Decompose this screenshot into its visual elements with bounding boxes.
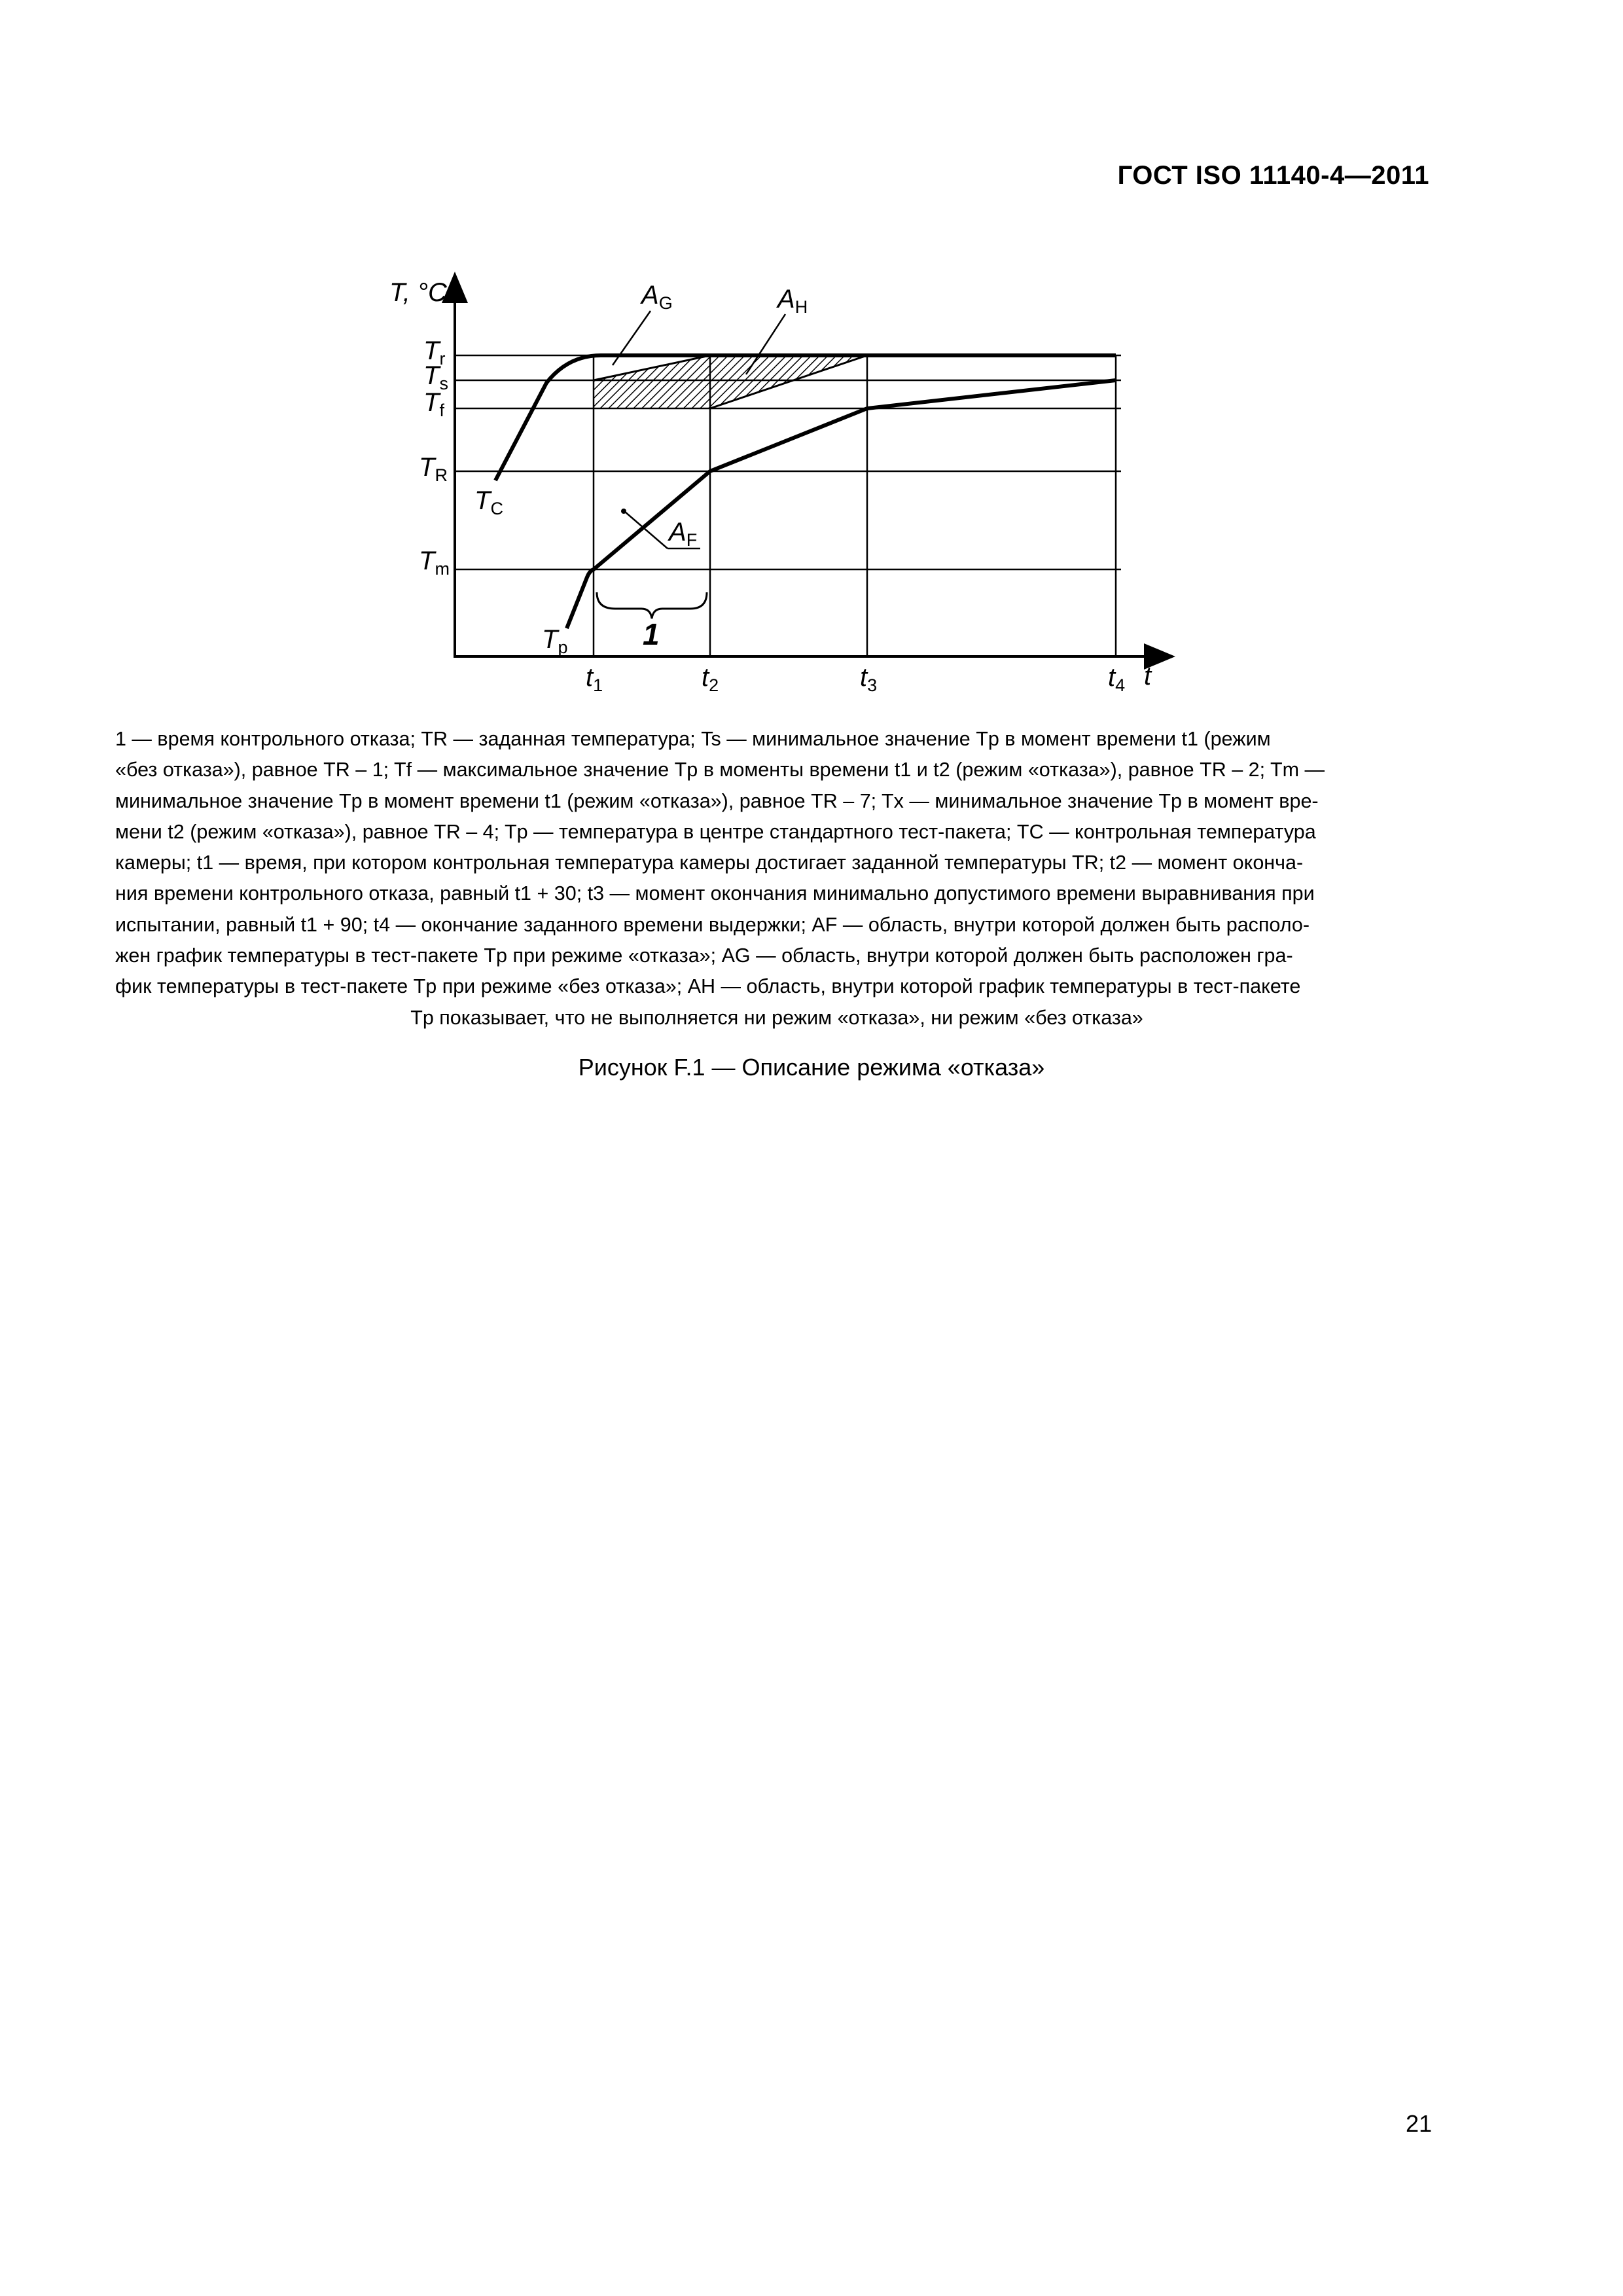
legend-line: камеры; t1 — время, при котором контрольная температура камеры достигает заданной температуры TR; t2 — момент оконча- <box>115 852 1304 874</box>
legend-line: 1 — время контрольного отказа; TR — заданная температура; Ts — минимальное значение Tp в момент времени t1 (режим <box>115 728 1271 750</box>
legend-line: испытании, равный t1 + 90; t4 — окончание заданного времени выдержки; AF — область, внутри которой должен быть располо- <box>115 913 1310 936</box>
figure-f1 <box>0 0 1623 720</box>
legend-line: Tp показывает, что не выполняется ни режим «отказа», ни режим «без отказа» <box>410 1006 1143 1029</box>
label-t2: $t_2$ <box>702 663 719 695</box>
label-ag: $A_G$ <box>641 281 673 313</box>
legend-line: мени t2 (режим «отказа»), равное TR – 4; Tp — температура в центре стандартного тест-пакета; TC — контрольная температура <box>115 820 1316 843</box>
temperature-diagram <box>0 0 1623 720</box>
figure-caption: Рисунок F.1 — Описание режима «отказа» <box>578 1054 1045 1081</box>
label-t4: $t_4$ <box>1108 663 1126 695</box>
area-ag-hatch <box>594 380 710 408</box>
y-axis-label: T, °C <box>389 278 447 307</box>
label-tr: $T_r$ <box>423 336 446 368</box>
label-af: $A_F$ <box>669 518 698 550</box>
legend-line: жен график температуры в тест-пакете Tp при режиме «отказа»; AG — область, внутри которой должен быть расположен гра- <box>115 944 1293 967</box>
label-tc-curve: $T_C$ <box>474 486 503 518</box>
legend-line: ния времени контрольного отказа, равный t1 + 30; t3 — момент окончания минимально допустимого времени выравнивания при <box>115 882 1315 905</box>
brace-label: 1 <box>643 617 660 651</box>
legend-line: минимальное значение Tp в момент времени t1 (режим «отказа»), равное TR – 7; Tx — минимальное значение Tp в момент вре- <box>115 789 1319 812</box>
label-tp-curve: $T_p$ <box>542 625 568 657</box>
legend-line: фик температуры в тест-пакете Tp при режиме «без отказа»; AH — область, внутри которой график температуры в тест-пакете <box>115 975 1301 998</box>
legend-line: «без отказа»), равное TR – 1; Tf — максимальное значение Tp в моменты времени t1 и t2 (режим «отказа»), равное TR – 2; Tm — <box>115 759 1325 781</box>
figure-legend <box>115 724 1438 1033</box>
label-tR: $T_R$ <box>419 453 448 485</box>
af-leader <box>625 512 668 548</box>
page-number: 21 <box>1405 2110 1432 2137</box>
label-t3: $t_3$ <box>860 663 878 695</box>
af-leader-dot <box>621 509 626 514</box>
label-tf: $T_f$ <box>423 388 444 420</box>
label-t1: $t_1$ <box>586 663 603 695</box>
label-tm: $T_m$ <box>419 547 450 579</box>
tp-curve <box>567 380 1116 628</box>
x-axis-label: t <box>1144 662 1152 691</box>
label-ah: $A_H$ <box>777 285 808 317</box>
document-header: ГОСТ ISO 11140-4—2011 <box>1117 161 1429 190</box>
label-ts: $T_s$ <box>423 361 448 393</box>
interval-brace <box>597 592 707 619</box>
